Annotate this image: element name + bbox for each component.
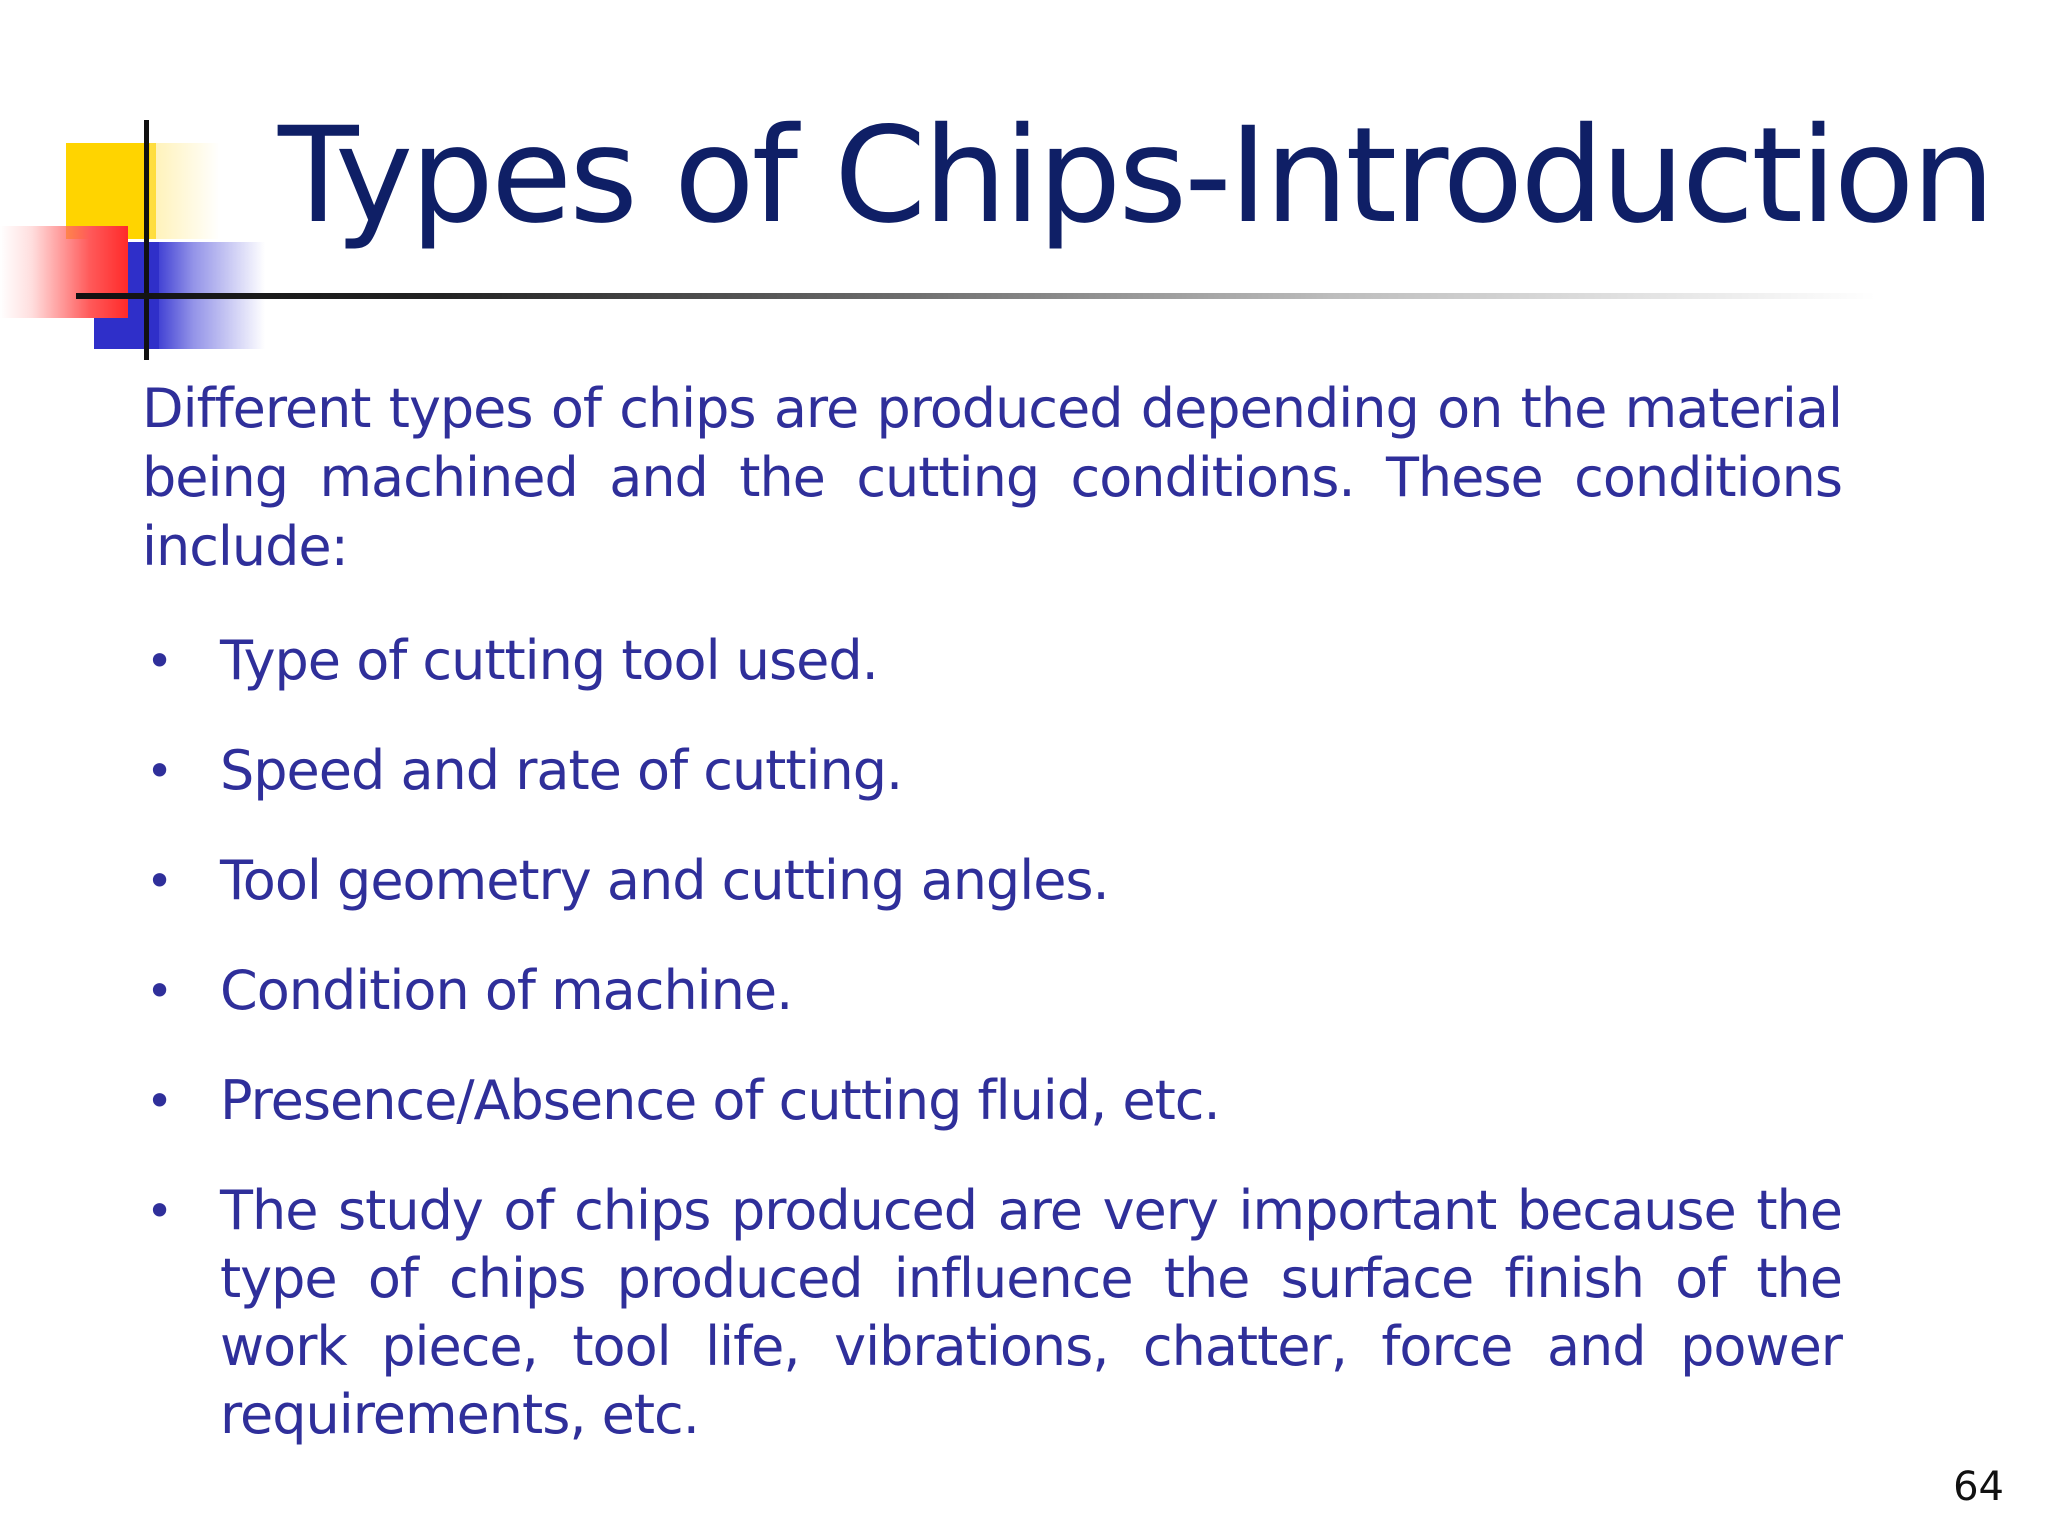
- bullet-list: [142, 627, 1842, 1449]
- bullet-text: Type of cutting tool used.: [220, 629, 878, 692]
- intro-paragraph: Different types of chips are produced depending on the material being machined and the cutting conditions. These conditions include:: [142, 377, 1842, 578]
- bullet-icon: •: [146, 854, 173, 908]
- bullet-icon: •: [146, 744, 173, 798]
- bullet-icon: •: [146, 964, 173, 1018]
- bullet-text: The study of chips produced are very important because the type of chips produced influence the surface finish of the work piece, tool life, vibrations, chatter, force and power requirements, etc.: [220, 1179, 1842, 1446]
- yellow-square-fade: [150, 143, 220, 239]
- red-square: [0, 226, 128, 318]
- yellow-square: [66, 143, 156, 239]
- vertical-rule: [144, 120, 149, 360]
- bullet-item: [142, 737, 1842, 805]
- bullet-item: [142, 1067, 1842, 1135]
- slide-title: Types of Chips-Introduction: [278, 99, 1993, 253]
- bullet-text: Condition of machine.: [220, 959, 793, 1022]
- bullet-icon: •: [146, 1184, 173, 1238]
- bullet-text: Speed and rate of cutting.: [220, 739, 903, 802]
- bullet-item: [142, 627, 1842, 695]
- bullet-text: Presence/Absence of cutting fluid, etc.: [220, 1069, 1220, 1132]
- page-number: 64: [1953, 1464, 2004, 1510]
- bullet-icon: •: [146, 634, 173, 688]
- bullet-item: [142, 847, 1842, 915]
- bullet-item: [142, 1177, 1842, 1449]
- bullet-item: [142, 957, 1842, 1025]
- bullet-icon: •: [146, 1074, 173, 1128]
- bullet-text: Tool geometry and cutting angles.: [220, 849, 1109, 912]
- slide-body: [142, 374, 1842, 1491]
- horizontal-rule: [76, 293, 1876, 299]
